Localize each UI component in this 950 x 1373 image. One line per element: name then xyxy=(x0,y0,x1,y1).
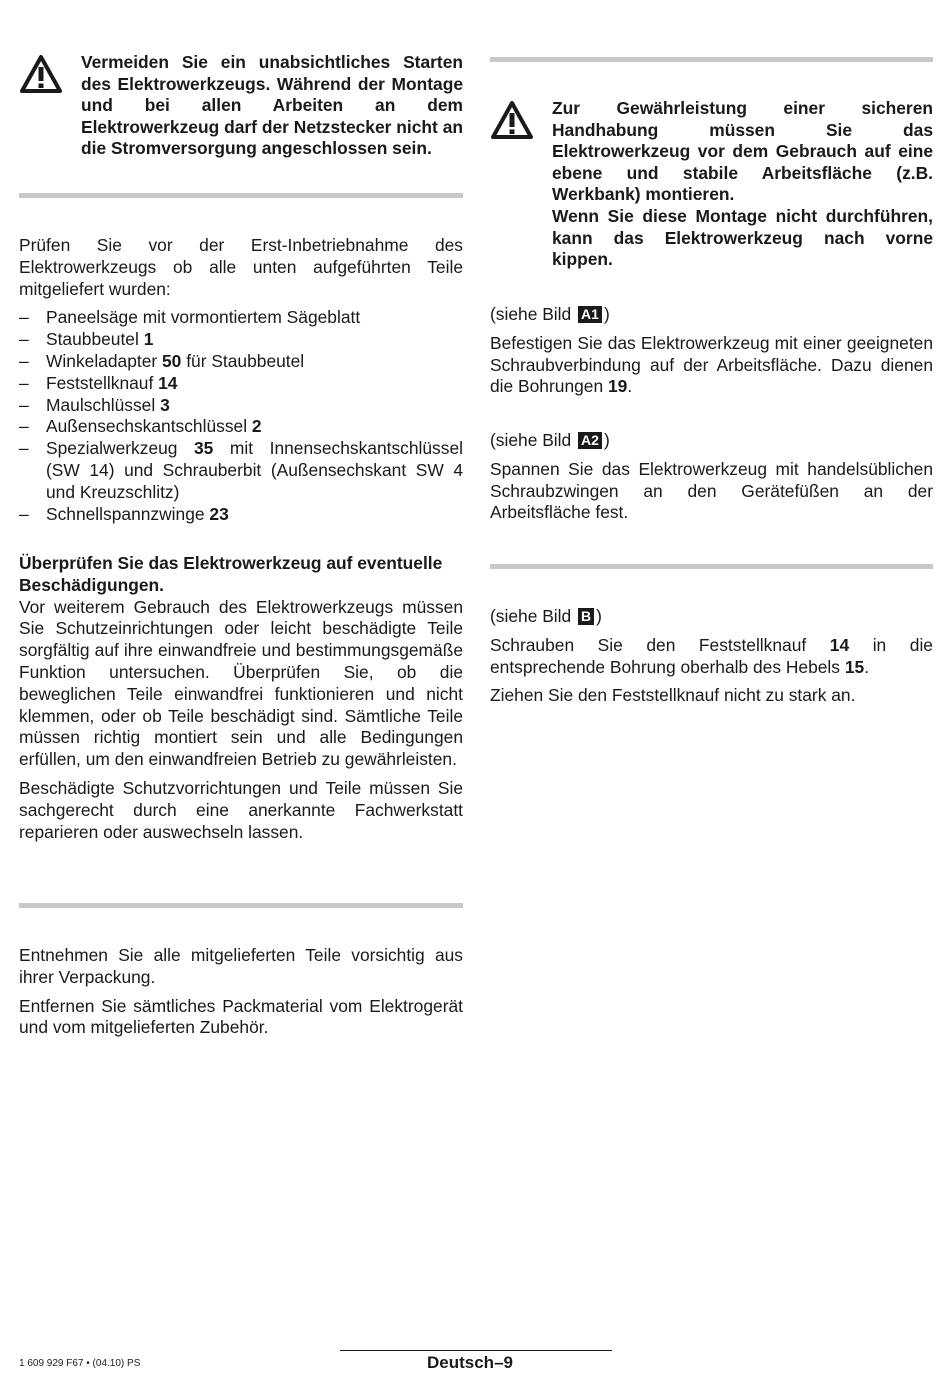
mounting-paragraph: Befestigen Sie das Elektrowerkzeug mit einer geeigneten Schraubverbindung auf der Arbeitsfläche. Dazu dienen die Bohrungen 19. xyxy=(490,332,933,397)
locking-knob-section xyxy=(490,606,933,707)
document-code: 1 609 929 F67 • (04.10) PS xyxy=(19,1358,141,1369)
figure-reference: (siehe Bild A2 ) xyxy=(490,430,610,450)
list-item: – Paneelsäge mit vormontiertem Sägeblatt xyxy=(19,307,361,328)
locking-knob-paragraph: Schrauben Sie den Feststellknauf 14 in die entsprechende Bohrung oberhalb des Hebels 15. xyxy=(490,634,933,677)
figure-reference: (siehe Bild B ) xyxy=(490,606,602,626)
footer-divider xyxy=(340,1350,612,1351)
damage-check-heading: Überprüfen Sie das Elektrowerkzeug auf eventuelle Beschädigungen. xyxy=(19,553,443,595)
scope-of-delivery xyxy=(19,235,463,525)
section-divider xyxy=(490,57,933,62)
figure-label-a2: A2 xyxy=(578,432,602,449)
list-item: – Spezialwerkzeug 35 mit Innensechskantschlüssel (SW 14) und Schrauberbit (Außensechskant SW 4 und Kreuzschlitz) xyxy=(19,438,463,502)
warning-text: Vermeiden Sie ein unabsichtliches Starten des Elektrowerkzeugs. Während der Montage und bei allen Arbeiten an dem Elektrowerkzeug darf der Netzstecker nicht an die Stromversorgung angeschlossen sein. xyxy=(81,52,463,159)
damage-check-section xyxy=(19,553,463,843)
unpacking-section xyxy=(19,945,463,1039)
list-item: – Winkeladapter 50 für Staubbeutel xyxy=(19,350,305,371)
locking-knob-paragraph: Ziehen Sie den Feststellknauf nicht zu stark an. xyxy=(490,685,856,706)
figure-label-a1: A1 xyxy=(578,306,602,323)
warning-triangle-icon xyxy=(490,98,552,271)
delivery-intro: Prüfen Sie vor der Erst-Inbetriebnahme des Elektrowerkzeugs ob alle unten aufgeführten Teile mitgeliefert wurden: xyxy=(19,235,463,299)
unpacking-paragraph: Entnehmen Sie alle mitgelieferten Teile vorsichtig aus ihrer Verpackung. xyxy=(19,945,463,987)
list-item: – Maulschlüssel 3 xyxy=(19,394,170,415)
figure-label-b: B xyxy=(578,608,594,625)
unpacking-paragraph: Entfernen Sie sämtliches Packmaterial vom Elektrogerät und vom mitgelieferten Zubehör. xyxy=(19,995,463,1038)
damage-check-paragraph: Beschädigte Schutzvorrichtungen und Teile müssen Sie sachgerecht durch eine anerkannte Fachwerkstatt reparieren oder auswechseln lassen. xyxy=(19,777,463,842)
list-item: – Feststellknauf 14 xyxy=(19,372,178,393)
parts-list xyxy=(19,307,463,525)
list-item: – Schnellspannzwinge 23 xyxy=(19,503,229,524)
mounting-paragraph: Spannen Sie das Elektrowerkzeug mit handelsüblichen Schraubzwingen an den Gerätefüßen an der Arbeitsfläche fest. xyxy=(490,458,933,523)
list-item: – Außensechskantschlüssel 2 xyxy=(19,416,262,437)
damage-check-paragraph: Vor weiterem Gebrauch des Elektrowerkzeugs müssen Sie Schutzeinrichtungen oder leicht beschädigte Teile sorgfältig auf ihre einwandfreie und bestimmungsgemäße Funktion untersuchen. Überprüfen Sie, ob die beweglichen Teile einwandfrei funktionieren und nicht klemmen, oder ob Teile beschädigt sind. Sämtliche Teile müssen richtig montiert sein und alle Bedingungen erfüllen, um den einwandfreien Betrieb zu gewährleisten. xyxy=(19,596,463,770)
section-divider xyxy=(19,193,463,198)
warning-unintended-start xyxy=(19,52,463,160)
section-divider xyxy=(490,564,933,569)
list-item: – Staubbeutel 1 xyxy=(19,329,154,350)
page-number: Deutsch–9 xyxy=(427,1353,513,1372)
section-divider xyxy=(19,903,463,908)
mounting-clamp-section xyxy=(490,430,933,524)
warning-triangle-icon xyxy=(19,52,81,160)
warning-text: Zur Gewährleistung einer sicheren Handhabung müssen Sie das Elektrowerkzeug vor dem Gebrauch auf eine ebene und stabile Arbeitsfläche (z.B. Werkbank) montieren. Wenn Sie diese Montage nicht durchführen, kann das Elektrowerkzeug nach vorne kippen. xyxy=(552,98,933,270)
figure-reference: (siehe Bild A1 ) xyxy=(490,304,610,324)
mounting-fixed-section xyxy=(490,304,933,398)
warning-stable-mounting xyxy=(490,98,933,271)
